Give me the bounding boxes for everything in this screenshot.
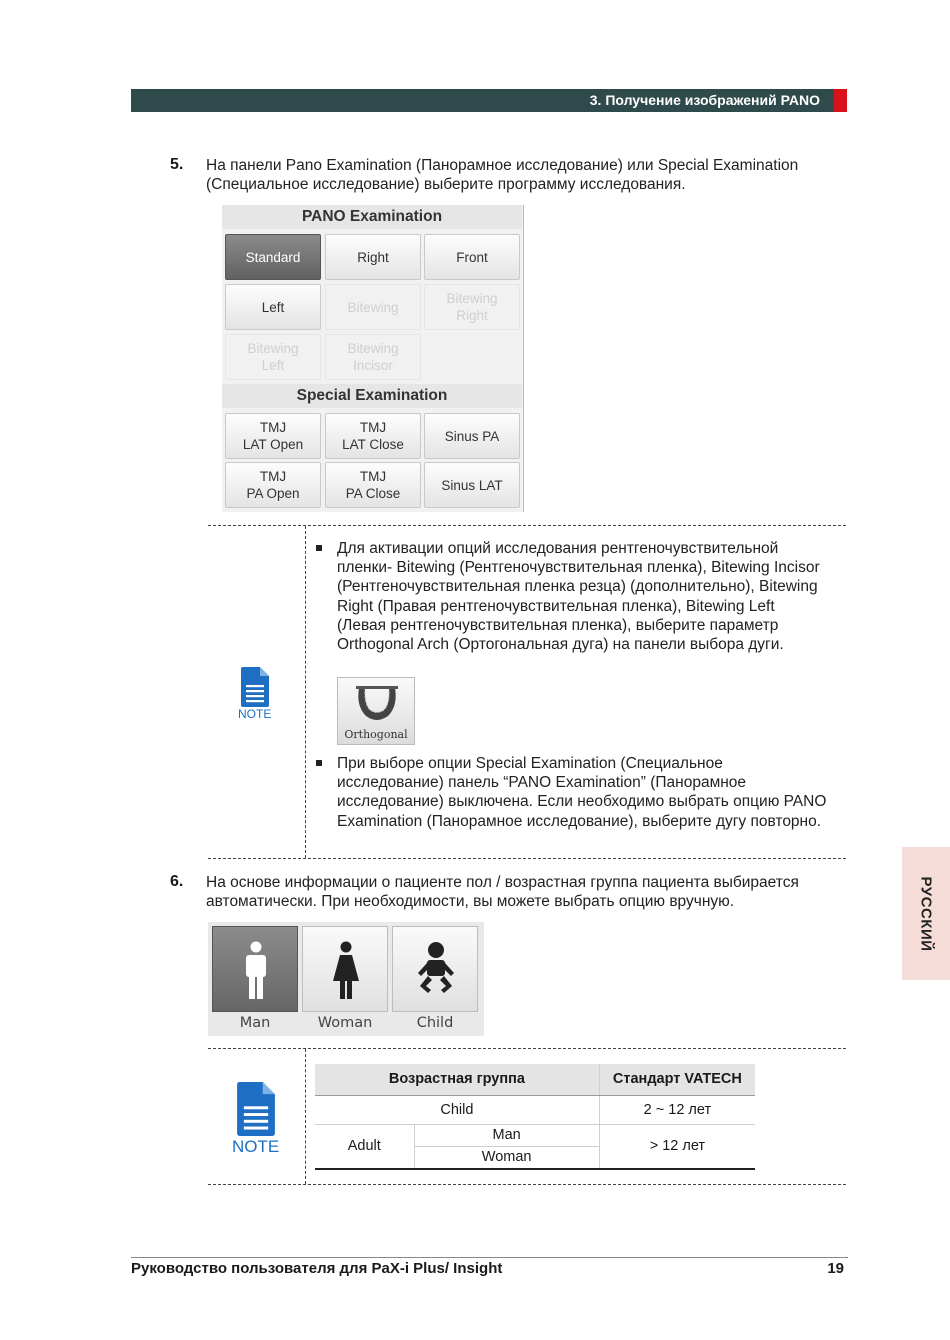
section-header-bar bbox=[131, 89, 834, 112]
woman-icon bbox=[330, 941, 362, 1001]
table-row bbox=[315, 1095, 755, 1124]
man-icon bbox=[242, 941, 270, 1001]
note-document-icon bbox=[241, 667, 269, 707]
exam-button-front[interactable]: Front bbox=[424, 234, 520, 280]
step-5-text: На панели Pano Examination (Панорамное исследование) или Special Examination (Специальное исследование) выберите программу исследования. bbox=[206, 157, 799, 193]
note-divider bbox=[305, 526, 306, 858]
child-label: Child bbox=[416, 1015, 454, 1031]
note-bullet-1 bbox=[316, 539, 827, 654]
bullet-square-icon bbox=[316, 760, 322, 766]
cell-adult-value: > 12 лет bbox=[599, 1124, 755, 1169]
table-header-vatech-standard: Стандарт VATECH bbox=[599, 1064, 755, 1095]
woman-button[interactable] bbox=[302, 926, 388, 1012]
exam-button-bitewing-left[interactable]: Bitewing Left bbox=[225, 334, 321, 380]
exam-button-bitewing-incisor[interactable]: Bitewing Incisor bbox=[325, 334, 421, 380]
dental-arch-icon bbox=[356, 684, 398, 724]
footer-divider bbox=[131, 1257, 848, 1258]
exam-button-standard[interactable]: Standard bbox=[225, 234, 321, 280]
exam-button-bitewing-right[interactable]: Bitewing Right bbox=[424, 284, 520, 330]
note-label: NOTE bbox=[232, 1137, 280, 1156]
bullet-square-icon bbox=[316, 545, 322, 551]
note-divider bbox=[305, 1049, 306, 1184]
man-button[interactable] bbox=[212, 926, 298, 1012]
header-accent bbox=[834, 89, 847, 112]
cell-child: Child bbox=[315, 1095, 599, 1124]
orthogonal-arch-button[interactable] bbox=[337, 677, 415, 745]
exam-button-right[interactable]: Right bbox=[325, 234, 421, 280]
exam-button-left[interactable]: Left bbox=[225, 284, 321, 330]
exam-button-tmj-lat-close[interactable]: TMJ LAT Close bbox=[325, 413, 421, 459]
orthogonal-label: Orthogonal bbox=[344, 728, 408, 741]
note-box-1 bbox=[208, 525, 846, 859]
cell-woman: Woman bbox=[414, 1146, 599, 1169]
cell-child-value: 2 ~ 12 лет bbox=[599, 1095, 755, 1124]
step-6-number: 6. bbox=[170, 873, 184, 890]
exam-button-sinus-lat[interactable]: Sinus LAT bbox=[424, 462, 520, 508]
language-tab-label: РУССКИЙ bbox=[917, 875, 935, 952]
age-group-table bbox=[315, 1064, 755, 1170]
note-bullet-2-text: При выборе опции Special Examination (Специальное исследование) панель “PANO Examination” (Панорамное исследование) выключена. Если необходимо выбрать опцию PANO Examination (Панорамное исследование), выберите дугу повторно. bbox=[337, 755, 827, 830]
man-label: Man bbox=[239, 1015, 271, 1031]
exam-button-tmj-lat-open[interactable]: TMJ LAT Open bbox=[225, 413, 321, 459]
step-6-text: На основе информации о пациенте пол / возрастная группа пациента выбирается автоматически. При необходимости, вы можете выбрать опцию вручную. bbox=[206, 874, 799, 910]
cell-man: Man bbox=[414, 1124, 599, 1146]
exam-button-tmj-pa-close[interactable]: TMJ PA Close bbox=[325, 462, 421, 508]
section-title: 3. Получение изображений PANO bbox=[589, 92, 820, 108]
step-5-number: 5. bbox=[170, 156, 184, 173]
table-header-age-group: Возрастная группа bbox=[315, 1064, 599, 1095]
note-document-icon bbox=[236, 1082, 276, 1136]
exam-button-sinus-pa[interactable]: Sinus PA bbox=[424, 413, 520, 459]
child-button[interactable] bbox=[392, 926, 478, 1012]
pano-examination-title: PANO Examination bbox=[222, 205, 522, 229]
special-examination-title: Special Examination bbox=[222, 384, 522, 408]
exam-button-tmj-pa-open[interactable]: TMJ PA Open bbox=[225, 462, 321, 508]
child-icon bbox=[416, 941, 456, 1001]
footer-title: Руководство пользователя для PaX-i Plus/ Insight bbox=[131, 1260, 503, 1277]
exam-panel bbox=[222, 205, 524, 512]
note-label: NOTE bbox=[238, 707, 272, 721]
note-bullet-1-text: Для активации опций исследования рентгеночувствительной пленки- Bitewing (Рентгеночувствительная пленка), Bitewing Incisor (Рентгеночувствительная пленка резца) (дополнительно), Bitewing Right (Правая рентгеночувствительная пленка), Bitewing Left (Левая рентгеночувствительная пленка), выберите параметр Orthogonal Arch (Ортогональная дуга) на панели выбора дуги. bbox=[337, 540, 820, 654]
patient-type-panel bbox=[208, 922, 484, 1036]
woman-label: Woman bbox=[317, 1015, 373, 1031]
exam-button-bitewing[interactable]: Bitewing bbox=[325, 284, 421, 330]
table-row bbox=[315, 1124, 755, 1146]
language-side-tab bbox=[902, 847, 950, 980]
note-bullet-2 bbox=[316, 754, 827, 831]
page-number: 19 bbox=[827, 1260, 844, 1277]
cell-adult: Adult bbox=[315, 1124, 414, 1169]
